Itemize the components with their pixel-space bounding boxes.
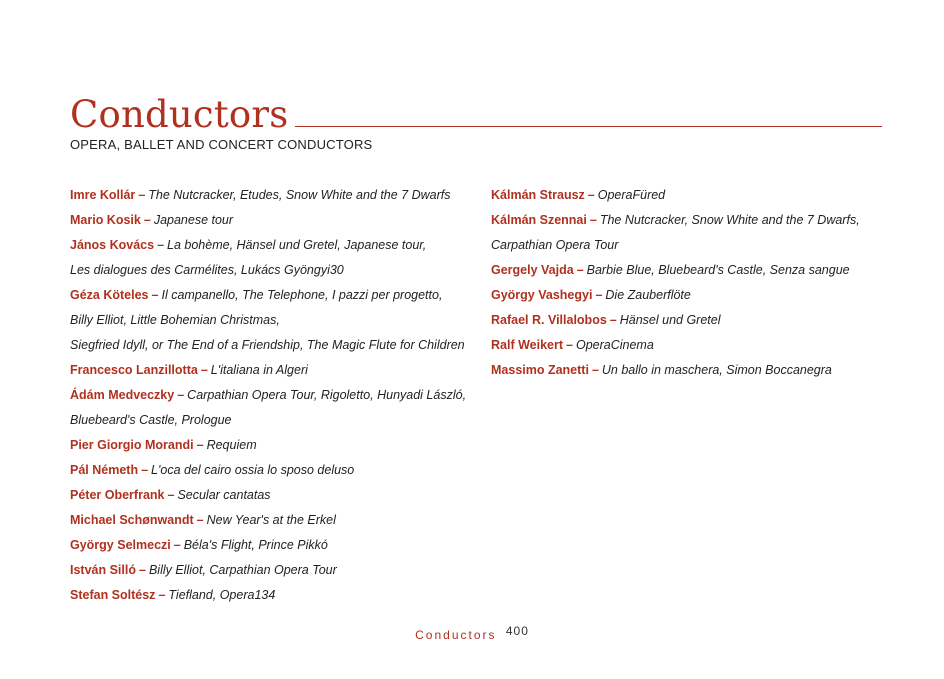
conductor-works-continuation: [70, 335, 470, 360]
entry-separator: –: [609, 313, 617, 327]
conductor-works: L'oca del cairo ossia lo sposo deluso: [151, 463, 355, 477]
conductor-works: La bohème, Hänsel und Gretel, Japanese tour,: [167, 238, 427, 252]
conductor-entry: [70, 235, 470, 260]
entry-separator: –: [177, 388, 185, 402]
conductor-entry: [70, 185, 470, 210]
conductor-name: Péter Oberfrank: [70, 488, 165, 502]
page-footer: [0, 624, 944, 642]
page-subtitle: OPERA, BALLET AND CONCERT CONDUCTORS: [70, 137, 373, 152]
conductor-works: The Nutcracker, Etudes, Snow White and the 7 Dwarfs: [148, 188, 451, 202]
conductor-entry: [70, 485, 470, 510]
conductor-entry: [70, 385, 470, 410]
conductor-name: Ádám Medveczky: [70, 388, 175, 402]
entry-separator: –: [138, 188, 146, 202]
conductor-name: Rafael R. Villalobos: [491, 313, 607, 327]
entry-separator: –: [196, 513, 204, 527]
entry-separator: –: [576, 263, 584, 277]
conductor-works: Les dialogues des Carmélites, Lukács Gyöngyi30: [70, 263, 344, 277]
page-title: Conductors: [70, 93, 289, 136]
conductor-works: New Year's at the Erkel: [206, 513, 336, 527]
conductor-works: Requiem: [206, 438, 257, 452]
entry-separator: –: [173, 538, 181, 552]
footer-label: Conductors: [415, 628, 497, 642]
conductor-works: Carpathian Opera Tour, Rigoletto, Hunyadi László,: [187, 388, 467, 402]
conductor-entry: [491, 285, 891, 310]
conductor-works: Secular cantatas: [177, 488, 271, 502]
conductor-works: L'italiana in Algeri: [210, 363, 308, 377]
conductor-works: Béla's Flight, Prince Pikkó: [183, 538, 328, 552]
left-column: [70, 185, 470, 610]
title-rule: [295, 126, 882, 127]
conductor-name: Mario Kosik: [70, 213, 141, 227]
conductor-entry: [70, 510, 470, 535]
conductor-works: Bluebeard's Castle, Prologue: [70, 413, 232, 427]
conductor-name: István Silló: [70, 563, 136, 577]
conductor-works: Die Zauberflöte: [605, 288, 691, 302]
conductor-entry: [70, 360, 470, 385]
conductor-entry: [70, 460, 470, 485]
conductor-entry: [70, 560, 470, 585]
conductor-entry: [70, 210, 470, 235]
conductor-entry: [70, 435, 470, 460]
conductor-works: Japanese tour: [153, 213, 234, 227]
entry-separator: –: [589, 213, 597, 227]
entry-separator: –: [139, 563, 146, 577]
conductor-works-continuation: [70, 260, 470, 285]
entry-separator: –: [591, 363, 599, 377]
conductor-name: Stefan Soltész: [70, 588, 156, 602]
conductor-entry: [491, 185, 891, 210]
conductor-entry: [70, 585, 470, 610]
conductor-works: Un ballo in maschera, Simon Boccanegra: [601, 363, 832, 377]
conductor-name: Pál Németh: [70, 463, 139, 477]
conductor-works: Carpathian Opera Tour: [491, 238, 619, 252]
entry-separator: –: [157, 238, 165, 252]
conductor-works: Il campanello, The Telephone, I pazzi per progetto,: [161, 288, 443, 302]
entry-separator: –: [143, 213, 151, 227]
conductor-name: Kálmán Szennai: [491, 213, 587, 227]
conductor-name: Michael Schønwandt: [70, 513, 194, 527]
conductor-name: Massimo Zanetti: [491, 363, 589, 377]
conductor-entry: [70, 535, 470, 560]
conductor-name: János Kovács: [70, 238, 155, 252]
conductor-name: Pier Giorgio Morandi: [70, 438, 194, 452]
entry-separator: –: [167, 488, 175, 502]
conductor-name: Géza Köteles: [70, 288, 149, 302]
conductor-name: Ralf Weikert: [491, 338, 564, 352]
conductor-name: György Selmeczi: [70, 538, 171, 552]
entry-separator: –: [196, 438, 204, 452]
conductor-works: OperaFüred: [597, 188, 666, 202]
entry-separator: –: [141, 463, 149, 477]
entry-separator: –: [200, 363, 208, 377]
conductor-works: Hänsel und Gretel: [619, 313, 721, 327]
conductor-works: Siegfried Idyll, or The End of a Friendship, The Magic Flute for Children: [70, 338, 465, 352]
entry-separator: –: [595, 288, 603, 302]
conductor-works-continuation: [70, 310, 470, 335]
conductor-entry: [491, 210, 891, 235]
conductor-entry: [491, 360, 891, 385]
entry-separator: –: [566, 338, 573, 352]
conductor-works: Billy Elliot, Little Bohemian Christmas,: [70, 313, 280, 327]
right-column: [491, 185, 891, 385]
conductor-entry: [70, 285, 470, 310]
entry-separator: –: [587, 188, 595, 202]
entry-separator: –: [151, 288, 159, 302]
conductor-name: Imre Kollár: [70, 188, 136, 202]
conductor-name: Gergely Vajda: [491, 263, 574, 277]
conductor-name: Francesco Lanzillotta: [70, 363, 198, 377]
conductor-entry: [491, 335, 891, 360]
conductor-works: Billy Elliot, Carpathian Opera Tour: [148, 563, 337, 577]
conductor-works: Tiefland, Opera134: [168, 588, 276, 602]
conductor-works-continuation: [70, 410, 470, 435]
conductor-name: György Vashegyi: [491, 288, 593, 302]
conductor-works-continuation: [491, 235, 891, 260]
conductor-entry: [491, 260, 891, 285]
conductor-works: OperaCinema: [575, 338, 654, 352]
title-row: [70, 87, 882, 136]
conductor-entry: [491, 310, 891, 335]
conductor-works: The Nutcracker, Snow White and the 7 Dwarfs,: [599, 213, 860, 227]
entry-separator: –: [158, 588, 166, 602]
conductor-works: Barbie Blue, Bluebeard's Castle, Senza sangue: [586, 263, 850, 277]
page-number: 400: [505, 624, 529, 638]
conductor-name: Kálmán Strausz: [491, 188, 585, 202]
